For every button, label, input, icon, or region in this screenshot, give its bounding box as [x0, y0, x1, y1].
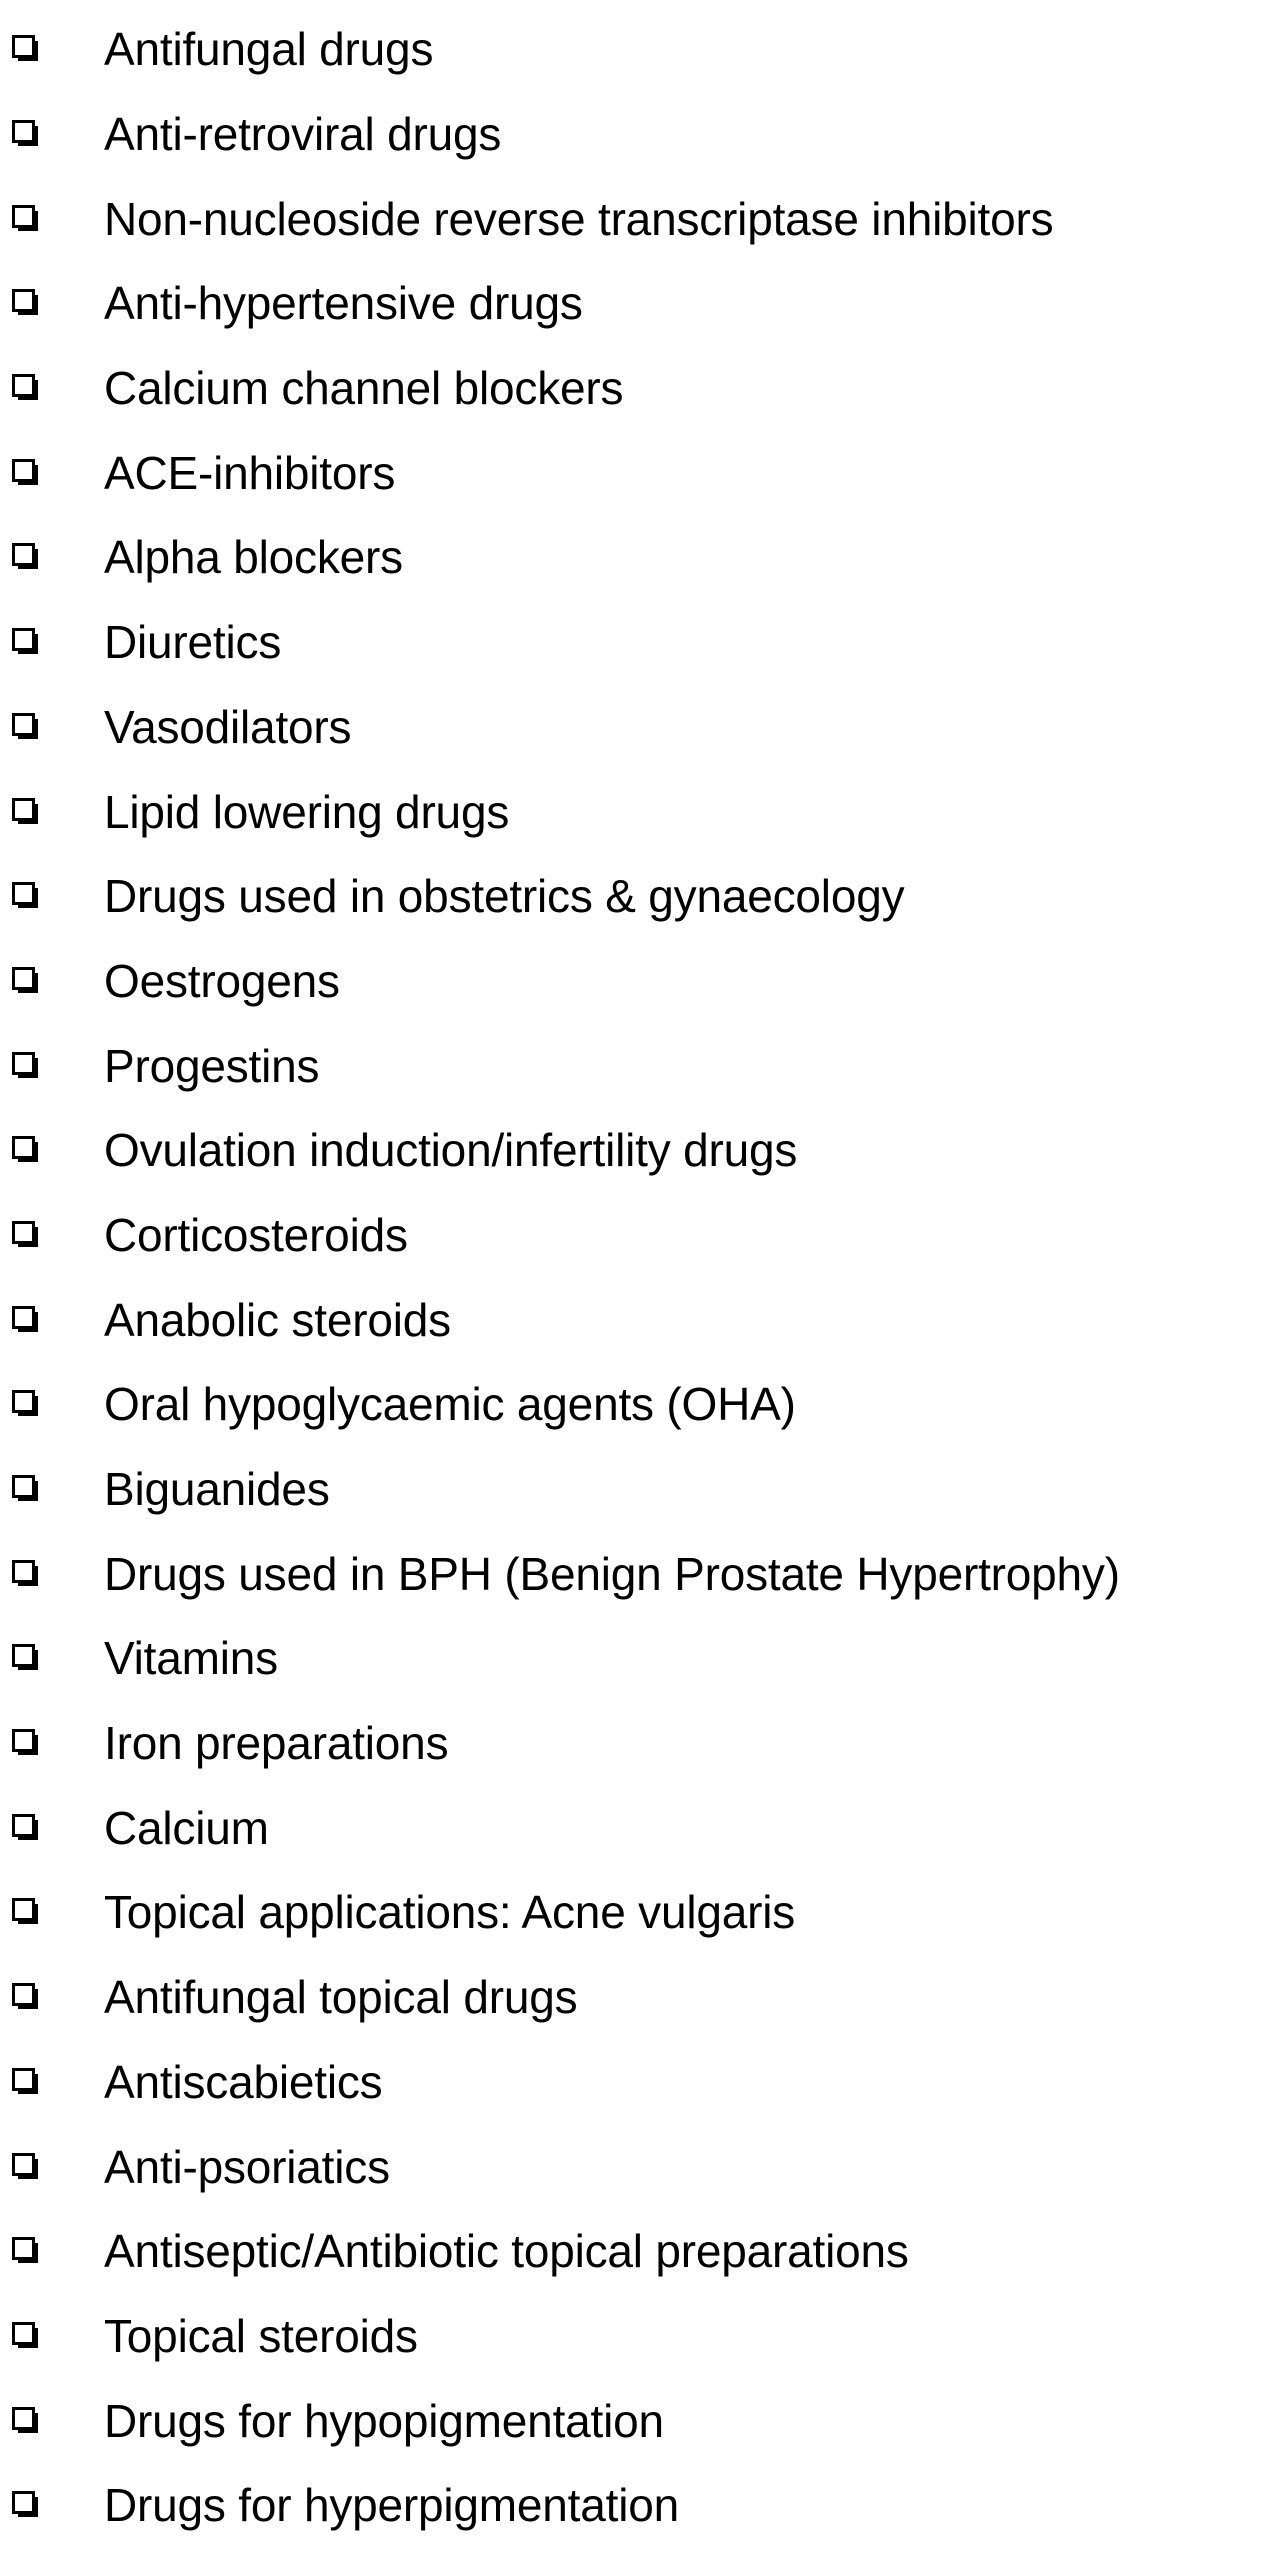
- list-item: [0, 2040, 1285, 2125]
- checkbox-bullet-icon: [12, 2322, 40, 2350]
- checkbox-bullet-icon: [12, 120, 40, 148]
- list-item-label: Drugs for hypopigmentation: [104, 2394, 664, 2447]
- list-item: [0, 1955, 1285, 2040]
- list-item: [0, 7, 1285, 92]
- list-item-label: Antifungal topical drugs: [104, 1971, 578, 2024]
- checkbox-bullet-icon: [12, 1983, 40, 2011]
- list-item-label: Drugs used in BPH (Benign Prostate Hypertrophy): [104, 1547, 1120, 1600]
- list-item: [0, 854, 1285, 939]
- list-item-label: Vitamins: [104, 1632, 278, 1685]
- list-item: [0, 1870, 1285, 1955]
- list-item: [0, 515, 1285, 600]
- list-item-label: Anti-hypertensive drugs: [104, 277, 583, 330]
- list-item-label: Oral hypoglycaemic agents (OHA): [104, 1378, 796, 1431]
- checkbox-bullet-icon: [12, 1560, 40, 1588]
- list-item: [0, 769, 1285, 854]
- list-item-label: Drugs for hyperpigmentation: [104, 2479, 680, 2532]
- checkbox-bullet-icon: [12, 2491, 40, 2519]
- list-item-label: Iron preparations: [104, 1717, 449, 1770]
- list-item: [0, 600, 1285, 685]
- list-item: [0, 1023, 1285, 1108]
- checkbox-bullet-icon: [12, 1898, 40, 1926]
- checkbox-bullet-icon: [12, 713, 40, 741]
- list-item: [0, 1362, 1285, 1447]
- checkbox-bullet-icon: [12, 1221, 40, 1249]
- checkbox-bullet-icon: [12, 1475, 40, 1503]
- checkbox-bullet-icon: [12, 798, 40, 826]
- list-item-label: Anti-retroviral drugs: [104, 108, 502, 161]
- checkbox-bullet-icon: [12, 35, 40, 63]
- list-item: [0, 1701, 1285, 1786]
- list-item-label: Calcium: [104, 1801, 269, 1854]
- list-item: [0, 261, 1285, 346]
- checkbox-bullet-icon: [12, 2153, 40, 2181]
- list-item: [0, 1531, 1285, 1616]
- list-item: [0, 2209, 1285, 2294]
- list-item: [0, 92, 1285, 177]
- list-item: [0, 430, 1285, 515]
- checkbox-bullet-icon: [12, 289, 40, 317]
- list-item-label: Ovulation induction/infertility drugs: [104, 1124, 798, 1177]
- checkbox-bullet-icon: [12, 1644, 40, 1672]
- list-item: [0, 1447, 1285, 1532]
- checkbox-bullet-icon: [12, 459, 40, 487]
- list-item-label: Oestrogens: [104, 954, 340, 1007]
- checkbox-bullet-icon: [12, 882, 40, 910]
- checkbox-bullet-icon: [12, 543, 40, 571]
- checkbox-bullet-icon: [12, 374, 40, 402]
- list-item-label: Alpha blockers: [104, 531, 403, 584]
- list-item-label: Topical steroids: [104, 2309, 418, 2362]
- list-item-label: ACE-inhibitors: [104, 446, 396, 499]
- list-item-label: Corticosteroids: [104, 1208, 408, 1261]
- checkbox-bullet-icon: [12, 2407, 40, 2435]
- list-item: [0, 939, 1285, 1024]
- list-item-label: Drugs used in obstetrics & gynaecology: [104, 870, 905, 923]
- checkbox-bullet-icon: [12, 2237, 40, 2265]
- checkbox-bullet-icon: [12, 1390, 40, 1418]
- list-item-label: Non-nucleoside reverse transcriptase inhibitors: [104, 192, 1054, 245]
- list-item: [0, 1785, 1285, 1870]
- list-item: [0, 176, 1285, 261]
- checkbox-bullet-icon: [12, 1306, 40, 1334]
- checkbox-bullet-icon: [12, 205, 40, 233]
- list-item-label: Lipid lowering drugs: [104, 785, 510, 838]
- list-item-label: Antifungal drugs: [104, 23, 434, 76]
- list-item-label: Antiseptic/Antibiotic topical preparations: [104, 2225, 909, 2278]
- checkbox-bullet-icon: [12, 967, 40, 995]
- list-item: [0, 2294, 1285, 2379]
- list-item: [0, 685, 1285, 770]
- list-item-label: Anabolic steroids: [104, 1293, 451, 1346]
- list-item-label: Progestins: [104, 1039, 320, 1092]
- list-item-label: Vasodilators: [104, 700, 352, 753]
- list-item: [0, 346, 1285, 431]
- list-item: [0, 1616, 1285, 1701]
- checkbox-bullet-icon: [12, 1052, 40, 1080]
- checkbox-bullet-icon: [12, 1136, 40, 1164]
- checkbox-bullet-icon: [12, 628, 40, 656]
- list-item-label: Diuretics: [104, 616, 282, 669]
- list-item: [0, 1108, 1285, 1193]
- list-item: [0, 2378, 1285, 2463]
- list-item: [0, 2124, 1285, 2209]
- list-item-label: Antiscabietics: [104, 2055, 383, 2108]
- list-item: [0, 1193, 1285, 1278]
- checkbox-bullet-icon: [12, 1814, 40, 1842]
- list-item-label: Topical applications: Acne vulgaris: [104, 1886, 796, 1939]
- drug-category-list: [0, 7, 1285, 2548]
- list-item: [0, 1277, 1285, 1362]
- list-item-label: Calcium channel blockers: [104, 362, 624, 415]
- checkbox-bullet-icon: [12, 1729, 40, 1757]
- list-item: [0, 2463, 1285, 2548]
- list-item-label: Anti-psoriatics: [104, 2140, 390, 2193]
- list-item-label: Biguanides: [104, 1463, 330, 1516]
- checkbox-bullet-icon: [12, 2068, 40, 2096]
